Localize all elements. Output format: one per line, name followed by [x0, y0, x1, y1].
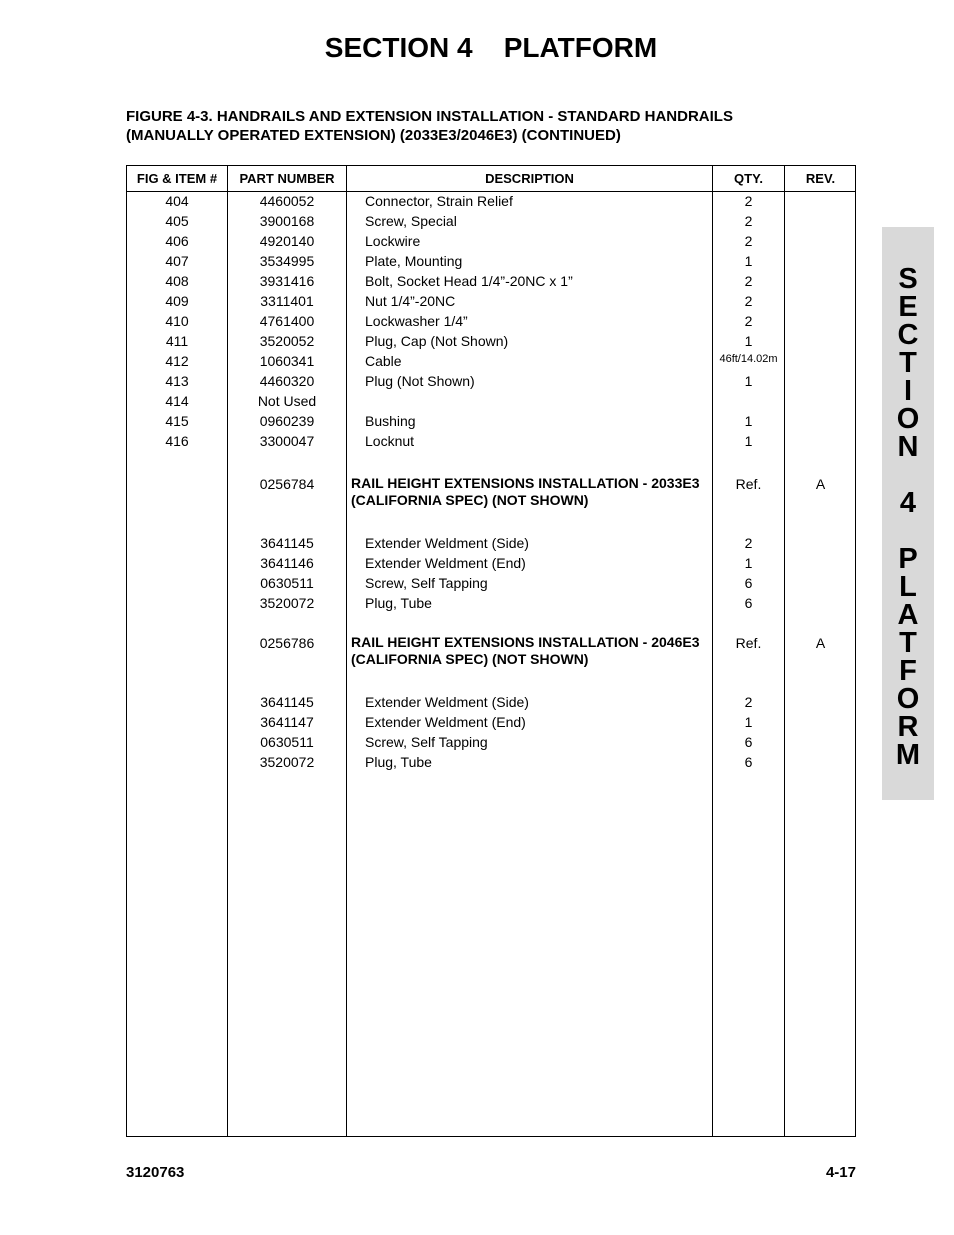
header-part-number: PART NUMBER [239, 171, 335, 186]
header-fig-item: FIG & ITEM # [136, 171, 218, 186]
description-cell: Screw, Self Tapping [365, 734, 488, 750]
side-tab-letter [882, 461, 934, 489]
description-cell: Plug, Cap (Not Shown) [365, 333, 509, 349]
part-number-cell: 0630511 [260, 734, 314, 750]
description-cell: Cable [365, 353, 402, 369]
qty-cell: 1 [744, 333, 753, 349]
qty-cell: 1 [744, 714, 753, 730]
rev-cell: A [815, 476, 826, 492]
part-number-cell: 4761400 [259, 313, 315, 329]
table-row [127, 251, 855, 271]
description-cell: Extender Weldment (End) [365, 714, 526, 730]
qty-cell: 6 [744, 734, 753, 750]
section-side-tab [882, 227, 934, 800]
table-row [127, 593, 855, 613]
table-row [127, 633, 855, 667]
table-row [127, 311, 855, 331]
description-cell: Plug, Tube [365, 754, 432, 770]
side-tab-letter [882, 517, 934, 545]
part-number-cell: 3900168 [259, 213, 315, 229]
description-cell: Lockwasher 1/4” [365, 313, 468, 329]
table-row [127, 211, 855, 231]
figure-title-line-2: (MANUALLY OPERATED EXTENSION) (2033E3/2046E3) (CONTINUED) [126, 127, 621, 144]
part-number-cell: 0630511 [260, 575, 314, 591]
table-row [127, 291, 855, 311]
table-row [127, 553, 855, 573]
table-row [127, 351, 855, 371]
description-cell: Plate, Mounting [365, 253, 463, 269]
side-tab-letter: T [899, 627, 917, 659]
qty-cell: 6 [744, 754, 753, 770]
description-cell: Screw, Special [365, 213, 457, 229]
fig-item-cell: 414 [165, 393, 189, 409]
qty-cell: 2 [744, 535, 753, 551]
side-tab-letters [882, 265, 934, 769]
side-tab-letter: I [903, 375, 913, 407]
side-tab-letter: C [897, 319, 919, 351]
table-row [127, 692, 855, 712]
side-tab-letter: E [898, 291, 918, 323]
part-number-cell: 1060341 [259, 353, 315, 369]
description-cell: Bolt, Socket Head 1/4”-20NC x 1” [365, 273, 573, 289]
qty-cell: 2 [744, 293, 753, 309]
table-row [127, 331, 855, 351]
table-row [127, 271, 855, 291]
description-cell: Lockwire [365, 233, 421, 249]
qty-cell: 6 [744, 575, 753, 591]
part-number-cell: 4460320 [259, 373, 315, 389]
part-number-cell: 0256784 [259, 476, 315, 492]
rev-cell: A [815, 635, 826, 651]
part-number-cell: 3534995 [259, 253, 315, 269]
side-tab-letter: O [896, 683, 920, 715]
side-tab-letter: F [899, 655, 917, 687]
side-tab-letter: A [897, 599, 919, 631]
description-cell: RAIL HEIGHT EXTENSIONS INSTALLATION - 2033E3 (CALIFORNIA SPEC) (NOT SHOWN) [351, 475, 700, 508]
side-tab-letter: L [899, 571, 917, 603]
side-tab-letter: R [897, 711, 919, 743]
table-row [127, 752, 855, 772]
qty-cell: 1 [744, 433, 753, 449]
qty-cell: 1 [744, 555, 753, 571]
part-number-cell: 3520052 [259, 333, 315, 349]
parts-table [126, 165, 856, 1137]
fig-item-cell: 415 [165, 413, 189, 429]
description-cell: Extender Weldment (End) [365, 555, 526, 571]
part-number-cell: 3311401 [260, 293, 314, 309]
qty-cell: 1 [744, 373, 753, 389]
table-row [127, 231, 855, 251]
fig-item-cell: 416 [165, 433, 189, 449]
description-cell: Extender Weldment (Side) [365, 694, 529, 710]
fig-item-cell: 412 [165, 353, 189, 369]
description-cell: Nut 1/4”-20NC [365, 293, 456, 309]
figure-title [126, 107, 826, 145]
figure-title-line-1: FIGURE 4-3. HANDRAILS AND EXTENSION INSTALLATION - STANDARD HANDRAILS [126, 108, 733, 125]
description-cell: Connector, Strain Relief [365, 193, 513, 209]
description-cell: Bushing [365, 413, 416, 429]
qty-cell: 6 [744, 595, 753, 611]
description-cell: Screw, Self Tapping [365, 575, 488, 591]
qty-cell: 2 [744, 313, 753, 329]
fig-item-cell: 413 [165, 373, 189, 389]
part-number-cell: 3931416 [259, 273, 315, 289]
table-row [127, 431, 855, 451]
description-cell: Extender Weldment (Side) [365, 535, 529, 551]
qty-cell: 1 [744, 413, 753, 429]
table-row [127, 712, 855, 732]
fig-item-cell: 408 [165, 273, 189, 289]
part-number-cell: 4460052 [259, 193, 315, 209]
part-number-cell: 3641147 [260, 714, 314, 730]
part-number-cell: 3641145 [260, 694, 314, 710]
side-tab-letter: M [895, 739, 921, 771]
table-row [127, 191, 855, 211]
description-cell: Plug, Tube [365, 595, 432, 611]
side-tab-letter: 4 [899, 487, 917, 519]
side-tab-letter: T [899, 347, 917, 379]
part-number-cell: 0256786 [259, 635, 315, 651]
qty-cell: 2 [744, 193, 753, 209]
fig-item-cell: 409 [165, 293, 189, 309]
table-row [127, 732, 855, 752]
qty-cell: 2 [744, 694, 753, 710]
part-number-cell: 3300047 [259, 433, 315, 449]
side-tab-letter: O [896, 403, 920, 435]
table-row [127, 533, 855, 553]
fig-item-cell: 410 [165, 313, 189, 329]
document-number: 3120763 [126, 1164, 185, 1181]
part-number-cell: Not Used [257, 393, 317, 409]
side-tab-letter: S [898, 263, 918, 295]
part-number-cell: 3641146 [260, 555, 314, 571]
page-title: SECTION 4 PLATFORM [324, 32, 658, 63]
table-row [127, 391, 855, 411]
fig-item-cell: 405 [165, 213, 189, 229]
qty-cell: 2 [744, 213, 753, 229]
fig-item-cell: 411 [165, 333, 189, 349]
fig-item-cell: 407 [165, 253, 189, 269]
header-description: DESCRIPTION [485, 171, 574, 186]
page-number: 4-17 [825, 1164, 856, 1181]
description-cell: Locknut [365, 433, 415, 449]
qty-cell: 46ft/14.02m [719, 353, 778, 365]
side-tab-letter: N [897, 431, 919, 463]
table-row [127, 573, 855, 593]
qty-cell: Ref. [735, 476, 762, 492]
part-number-cell: 4920140 [259, 233, 315, 249]
description-cell: Plug (Not Shown) [365, 373, 475, 389]
part-number-cell: 3520072 [259, 595, 315, 611]
qty-cell: 1 [744, 253, 753, 269]
fig-item-cell: 404 [165, 193, 189, 209]
part-number-cell: 3641145 [260, 535, 314, 551]
header-qty: QTY. [734, 171, 763, 186]
table-row [127, 474, 855, 508]
part-number-cell: 3520072 [259, 754, 315, 770]
qty-cell: Ref. [735, 635, 762, 651]
side-tab-letter: P [898, 543, 918, 575]
qty-cell: 2 [744, 233, 753, 249]
description-cell: RAIL HEIGHT EXTENSIONS INSTALLATION - 2046E3 (CALIFORNIA SPEC) (NOT SHOWN) [351, 634, 700, 667]
table-row [127, 411, 855, 431]
table-row [127, 371, 855, 391]
part-number-cell: 0960239 [259, 413, 315, 429]
qty-cell: 2 [744, 273, 753, 289]
header-rev: REV. [805, 171, 836, 186]
fig-item-cell: 406 [165, 233, 189, 249]
